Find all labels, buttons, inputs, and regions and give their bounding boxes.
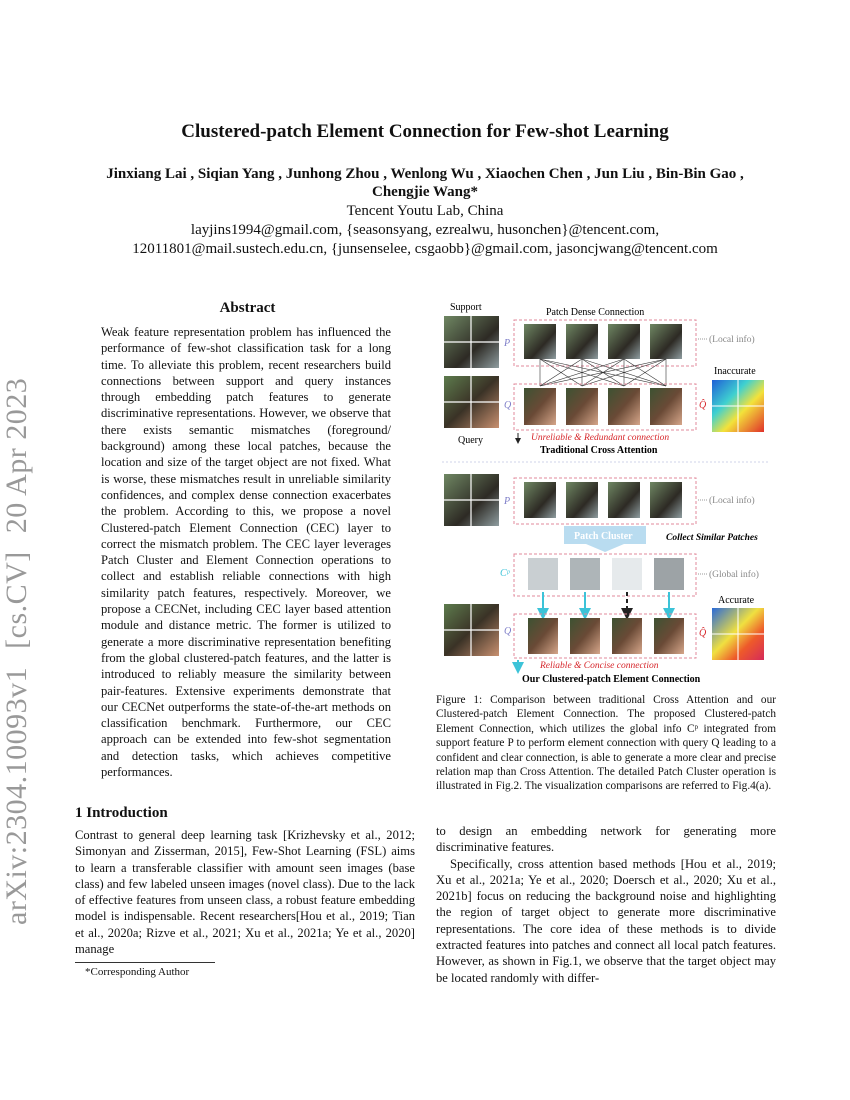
figure-caption: Figure 1: Comparison between traditional Cross Attention and our Clustered-patch Element Connection. The proposed Clustered-patch Element Connection, which utilizes the global info Cᵖ integrated from support feature P to perform element connection with query Q leading to a confident and clear connection, is able to generate a more clear and precise relation map than Cross Attention. The detailed Patch Cluster operation is illustrated in Fig.2. The visualization comparisons are referred to Fig.4(a). bbox=[436, 694, 776, 793]
footnote-rule bbox=[75, 962, 215, 963]
arxiv-id: arXiv:2304.10093v1 bbox=[0, 666, 33, 925]
fig-symbol-cp: Cᵖ bbox=[500, 568, 510, 579]
fig-accurate-label: Accurate bbox=[718, 595, 755, 606]
fig-symbol-q: Q bbox=[504, 400, 512, 411]
fig-global-info-label: (Global info) bbox=[709, 570, 759, 580]
fig-unreliable-label: Unreliable & Redundant connection bbox=[531, 433, 670, 443]
fig-symbol-q-hat-2: Q̂ bbox=[699, 628, 707, 639]
paper-title: Clustered-patch Element Connection for Few-shot Learning bbox=[181, 121, 669, 142]
footnote: *Corresponding Author bbox=[85, 966, 190, 978]
right-paragraph-2: Specifically, cross attention based methods [Hou et al., 2019; Xu et al., 2021a; Ye et al., 2020; Doersch et al., 2020; Xu et al., 2021b] focus on reducing the background noise and highlighting the region of target object to generate more discriminative representations. The core idea of these methods is to divide extracted features into patches and connect all local patch features. However, as shown in Fig.1, we observe that the target object may be located randomly with differ- bbox=[436, 856, 776, 985]
fig-local-info-label-2: (Local info) bbox=[709, 496, 755, 506]
fig-patch-cluster-label: Patch Cluster bbox=[574, 531, 633, 542]
fig-query-label: Query bbox=[458, 435, 483, 446]
abstract-body: Weak feature representation problem has influenced the performance of few-shot classification task for a long time. To alleviate this problem, recent researchers build connections between support and query instances through embedding patch features to generate discriminative representations. However, we observe that there exists semantic mismatches (foreground/ background) among these local patches, because the location and size of the target object are not fixed. What is worse, these mismatches result in unreliable similarity confidences, and complex dense connection exacerbates the problem. According to this, we propose a novel Clustered-patch Element Connection (CEC) layer to correct the mismatch problem. The CEC layer leverages Patch Cluster and Element Connection operations to collect and establish reliable connections with high similarity patch features, respectively. Moreover, we propose a CECNet, including CEC layer based attention module and distance metric. The former is utilized to generate a more discriminative representation benefiting from the global clustered-patch features, and the latter is introduced to reliably measure the similarity between pair-features. Extensive experiments demonstrate that our CECNet outperforms the state-of-the-art methods on classification benchmark. Furthermore, our CEC approach can be extended into few-shot segmentation and detection tasks, which achieves competitive performances. bbox=[101, 325, 391, 780]
dense-connection-lines bbox=[540, 359, 666, 386]
arxiv-category: [cs.CV] bbox=[0, 551, 33, 649]
abstract-heading: Abstract bbox=[219, 300, 276, 316]
right-paragraph-1: to design an embedding network for generating more discriminative features. bbox=[436, 824, 776, 855]
email-line: 12011801@mail.sustech.edu.cn, {junsenselee, csgaobb}@gmail.com, jasoncjwang@tencent.com bbox=[132, 241, 718, 257]
fig-symbol-p-2: P bbox=[504, 496, 511, 507]
arxiv-date: 20 Apr 2023 bbox=[0, 377, 33, 534]
figure-1 bbox=[436, 296, 776, 688]
section-heading-introduction: 1 Introduction bbox=[75, 805, 168, 821]
fig-local-info-label: (Local info) bbox=[709, 335, 755, 345]
fig-patch-dense-label: Patch Dense Connection bbox=[546, 307, 645, 318]
fig-support-label: Support bbox=[450, 302, 482, 313]
fig-collect-label: Collect Similar Patches bbox=[666, 533, 758, 543]
fig-reliable-label: Reliable & Concise connection bbox=[540, 661, 659, 671]
affiliation: Tencent Youtu Lab, China bbox=[346, 203, 504, 219]
fig-inaccurate-label: Inaccurate bbox=[714, 366, 756, 377]
email-line: layjins1994@gmail.com, {seasonsyang, ezrealwu, husonchen}@tencent.com, bbox=[190, 222, 660, 238]
fig-symbol-p: P bbox=[504, 338, 511, 349]
right-column-text bbox=[436, 823, 776, 986]
email-block bbox=[60, 221, 790, 259]
fig-symbol-q-2: Q bbox=[504, 626, 512, 637]
fig-traditional-label: Traditional Cross Attention bbox=[540, 445, 658, 456]
intro-paragraph: Contrast to general deep learning task [Krizhevsky et al., 2012; Simonyan and Zisserman, 2015], Few-Shot Learning (FSL) aims to learn a transferable classifier with amount seen images (base class) and few labeled unseen images (novel class). Due to the lack of effective features from unseen class, a robust feature embedding model is indispensable. Recent researchers[Hou et al., 2019; Tian et al., 2020a; Rizve et al., 2021; Xu et al., 2021a; Ye et al., 2020] manage bbox=[75, 828, 415, 957]
fig-ours-label: Our Clustered-patch Element Connection bbox=[522, 674, 701, 685]
arxiv-stamp bbox=[0, 360, 34, 925]
fig-symbol-q-hat: Q̂ bbox=[699, 400, 707, 411]
author-list: Jinxiang Lai , Siqian Yang , Junhong Zhou , Wenlong Wu , Xiaochen Chen , Jun Liu , Bin-Bin Gao , Chengjie Wang* bbox=[106, 166, 744, 200]
